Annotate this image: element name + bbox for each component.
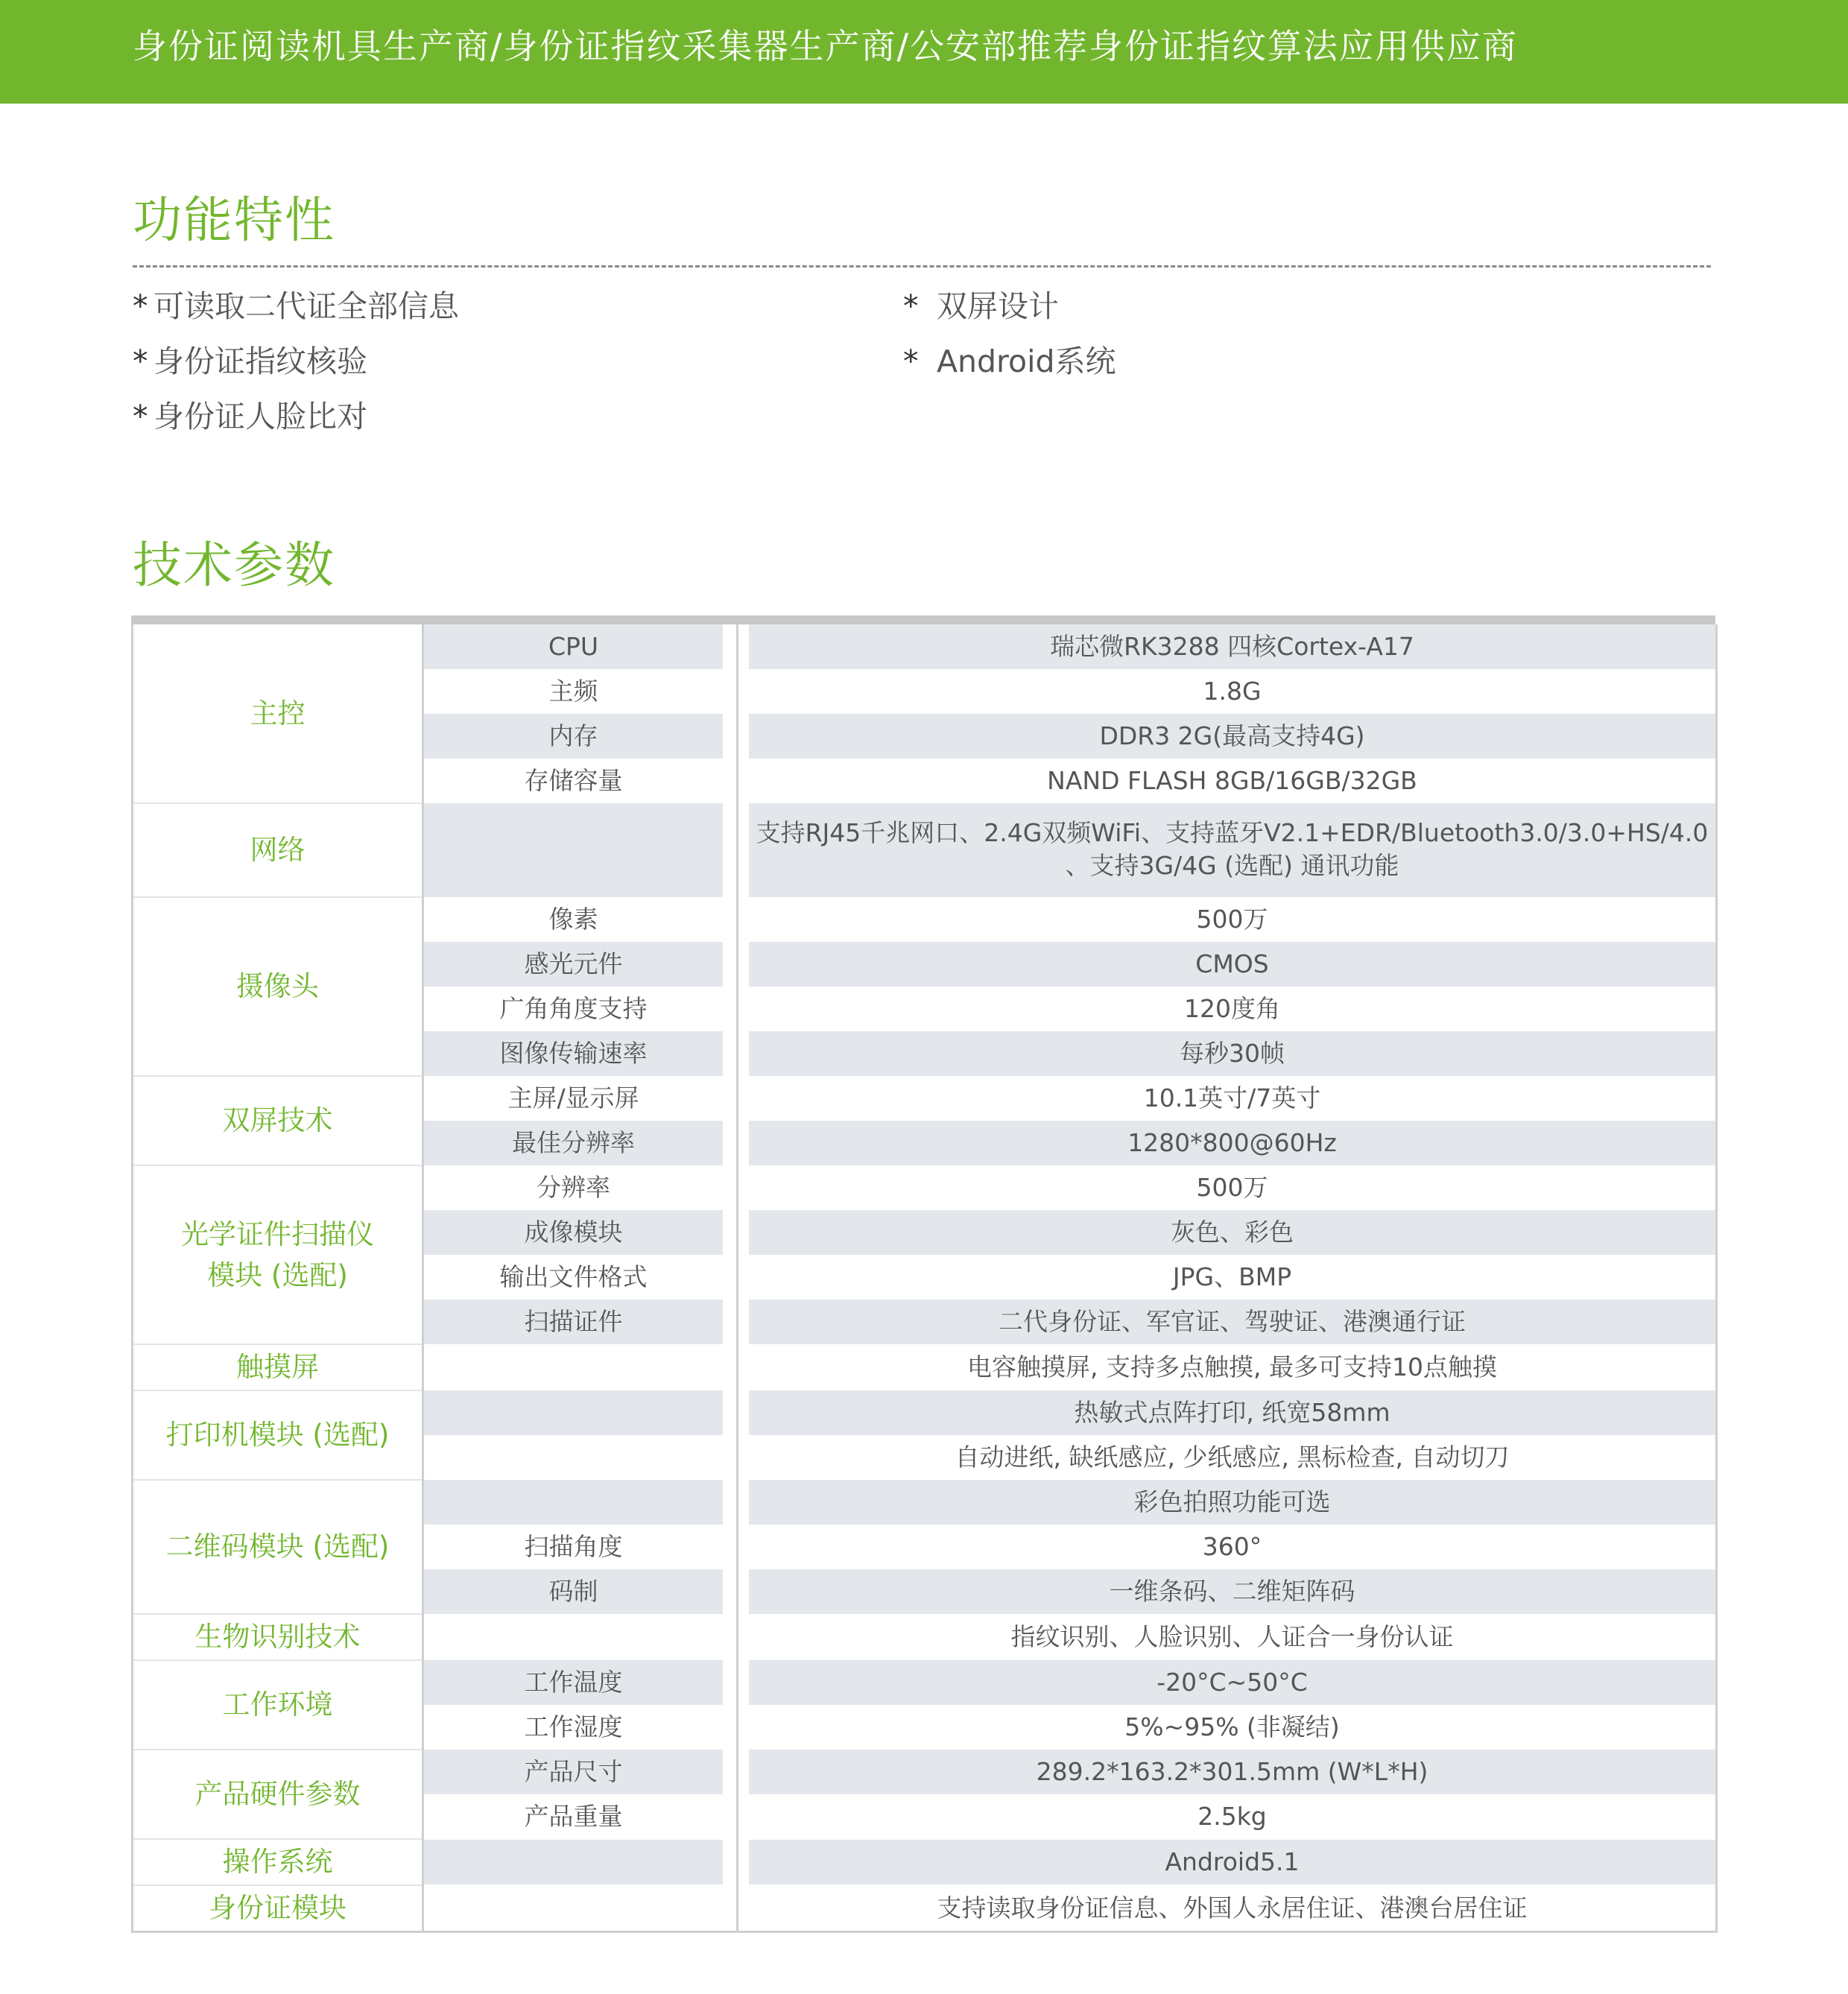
- spec-value: 支持读取身份证信息、外国人永居住证、港澳台居住证: [937, 1893, 1528, 1922]
- spec-value-cell: [738, 759, 1717, 803]
- spec-category: 双屏技术: [133, 1076, 423, 1165]
- spec-category: 操作系统: [133, 1839, 423, 1885]
- spec-label: 像素: [548, 905, 598, 934]
- spec-label-cell: [423, 1480, 738, 1525]
- spec-category: 网络: [133, 803, 423, 897]
- spec-value: 每秒30帧: [749, 1031, 1715, 1076]
- spec-value: NAND FLASH 8GB/16GB/32GB: [1047, 766, 1417, 795]
- spec-value-cell: [738, 803, 1717, 897]
- spec-value-cell: [738, 1885, 1717, 1932]
- spec-label: 感光元件: [424, 942, 723, 987]
- spec-label-cell: [423, 1344, 738, 1390]
- spec-value: 360°: [1202, 1532, 1262, 1561]
- spec-label: [424, 1435, 723, 1480]
- spec-value-cell: [738, 1300, 1717, 1344]
- spec-value-cell: [738, 1076, 1717, 1121]
- spec-label-cell: [423, 1121, 738, 1165]
- spec-label-cell: [423, 897, 738, 942]
- spec-value-cell: [738, 1344, 1717, 1390]
- feature-item: [133, 282, 459, 326]
- feature-text: 双屏设计: [937, 288, 1059, 324]
- spec-label-cell: [423, 1750, 738, 1794]
- bullet-star: *: [133, 399, 148, 434]
- dashed-divider: [133, 265, 1711, 268]
- spec-label-cell: [423, 1614, 738, 1660]
- spec-label-cell: [423, 1885, 738, 1932]
- table-row: [133, 1660, 1717, 1705]
- spec-label: 内存: [424, 714, 723, 759]
- spec-category: 触摸屏: [133, 1344, 423, 1390]
- banner-text: 身份证阅读机具生产商/身份证指纹采集器生产商/公安部推荐身份证指纹算法应用供应商: [133, 26, 1518, 66]
- spec-value: 自动进纸, 缺纸感应, 少纸感应, 黑标检查, 自动切刀: [955, 1443, 1510, 1472]
- spec-value-cell: [738, 1614, 1717, 1660]
- spec-value-cell: [738, 1031, 1717, 1076]
- spec-label: 最佳分辨率: [424, 1121, 723, 1165]
- feature-item: [903, 282, 1059, 326]
- spec-value-cell: [738, 1525, 1717, 1569]
- feature-item: [133, 392, 367, 436]
- spec-label: [424, 1615, 723, 1659]
- spec-value-cell: [738, 1165, 1717, 1210]
- spec-value-cell: [738, 669, 1717, 714]
- spec-label-cell: [423, 1435, 738, 1480]
- spec-label-cell: [423, 714, 738, 759]
- spec-label: [424, 1345, 723, 1390]
- spec-label: [424, 1840, 723, 1884]
- spec-label: 主频: [548, 677, 598, 706]
- bullet-star: *: [903, 288, 919, 324]
- table-row: [133, 1165, 1717, 1210]
- spec-label-cell: [423, 1300, 738, 1344]
- spec-label-cell: [423, 624, 738, 669]
- spec-label: 码制: [424, 1569, 723, 1614]
- spec-value-cell: [738, 1794, 1717, 1839]
- spec-value: 热敏式点阵打印, 纸宽58mm: [749, 1390, 1715, 1435]
- spec-value-cell: [738, 1569, 1717, 1614]
- table-row: [133, 1390, 1717, 1435]
- spec-category: 光学证件扫描仪模块 (选配): [133, 1165, 423, 1344]
- spec-label-cell: [423, 1390, 738, 1435]
- spec-value: 瑞芯微RK3288 四核Cortex-A17: [749, 624, 1715, 669]
- spec-value: 彩色拍照功能可选: [749, 1480, 1715, 1525]
- spec-label-cell: [423, 1255, 738, 1300]
- spec-label: [424, 803, 723, 897]
- spec-value-cell: [738, 1660, 1717, 1705]
- spec-label: 主屏/显示屏: [507, 1083, 639, 1112]
- spec-category: 二维码模块 (选配): [133, 1480, 423, 1614]
- specs-title: 技术参数: [133, 537, 335, 594]
- table-row: [133, 1614, 1717, 1660]
- spec-value-cell: [738, 714, 1717, 759]
- spec-value: 500万: [1196, 1173, 1268, 1202]
- spec-label: 工作湿度: [524, 1712, 623, 1741]
- spec-value: 电容触摸屏, 支持多点触摸, 最多可支持10点触摸: [967, 1352, 1497, 1381]
- spec-label: 输出文件格式: [499, 1262, 648, 1291]
- spec-label-cell: [423, 1569, 738, 1614]
- spec-value: Android5.1: [749, 1840, 1715, 1884]
- feature-text: 可读取二代证全部信息: [154, 288, 459, 324]
- spec-value: 灰色、彩色: [749, 1210, 1715, 1255]
- table-row: [133, 624, 1717, 669]
- table-row: [133, 1750, 1717, 1794]
- spec-label-cell: [423, 803, 738, 897]
- spec-label: 图像传输速率: [424, 1031, 723, 1076]
- feature-item: [133, 337, 367, 381]
- spec-label-cell: [423, 1794, 738, 1839]
- spec-category: 生物识别技术: [133, 1614, 423, 1660]
- spec-label: 存储容量: [524, 766, 623, 795]
- spec-value: DDR3 2G(最高支持4G): [749, 714, 1715, 759]
- table-row: [133, 1839, 1717, 1885]
- spec-label-cell: [423, 942, 738, 987]
- table-row: [133, 803, 1717, 897]
- spec-label: 产品重量: [524, 1802, 623, 1831]
- feature-item: [903, 337, 1116, 381]
- spec-category: 摄像头: [133, 897, 423, 1076]
- spec-value-cell: [738, 987, 1717, 1031]
- spec-value: 一维条码、二维矩阵码: [749, 1569, 1715, 1614]
- spec-value: 10.1英寸/7英寸: [1143, 1083, 1321, 1112]
- spec-value: JPG、BMP: [1172, 1262, 1292, 1291]
- spec-label-cell: [423, 1525, 738, 1569]
- specs-table-body: [133, 624, 1717, 1932]
- spec-label: [424, 1480, 723, 1525]
- spec-category: 主控: [133, 624, 423, 803]
- spec-value: 二代身份证、军官证、驾驶证、港澳通行证: [749, 1300, 1715, 1344]
- spec-label-cell: [423, 1660, 738, 1705]
- spec-value: -20°C~50°C: [749, 1660, 1715, 1705]
- spec-value: 5%~95% (非凝结): [1124, 1712, 1340, 1741]
- table-top-bar: [131, 615, 1715, 624]
- table-row: [133, 1076, 1717, 1121]
- spec-category: 身份证模块: [133, 1885, 423, 1932]
- spec-value-cell: [738, 1839, 1717, 1885]
- spec-label: CPU: [424, 624, 723, 669]
- spec-value-cell: [738, 624, 1717, 669]
- spec-value-cell: [738, 1435, 1717, 1480]
- spec-value: 2.5kg: [1197, 1802, 1267, 1831]
- spec-label-cell: [423, 759, 738, 803]
- spec-label: 成像模块: [424, 1210, 723, 1255]
- spec-value: 支持RJ45千兆网口、2.4G双频WiFi、支持蓝牙V2.1+EDR/Bluetooth3.0/3.0+HS/4.0 、支持3G/4G (选配) 通讯功能: [749, 803, 1715, 897]
- specs-table: [131, 624, 1718, 1933]
- spec-label: 广角角度支持: [499, 994, 648, 1023]
- bullet-star: *: [133, 288, 148, 324]
- top-banner: [0, 0, 1848, 104]
- spec-value-cell: [738, 942, 1717, 987]
- spec-label-cell: [423, 987, 738, 1031]
- bullet-star: *: [133, 344, 148, 379]
- table-row: [133, 897, 1717, 942]
- spec-label: 分辨率: [537, 1173, 610, 1202]
- feature-text: Android系统: [937, 344, 1116, 379]
- spec-value: 500万: [1196, 905, 1268, 934]
- spec-label-cell: [423, 1705, 738, 1750]
- spec-label-cell: [423, 1210, 738, 1255]
- spec-label: 扫描证件: [424, 1300, 723, 1344]
- spec-label-cell: [423, 1031, 738, 1076]
- table-row: [133, 1885, 1717, 1932]
- spec-category: 打印机模块 (选配): [133, 1390, 423, 1480]
- specs-table-wrapper: [131, 615, 1715, 1933]
- spec-label-cell: [423, 1165, 738, 1210]
- feature-text: 身份证人脸比对: [154, 399, 367, 434]
- spec-label: 工作温度: [424, 1660, 723, 1705]
- features-title: 功能特性: [133, 192, 335, 249]
- spec-value-cell: [738, 1121, 1717, 1165]
- spec-value: 1.8G: [1203, 677, 1262, 706]
- spec-value: 1280*800@60Hz: [749, 1121, 1715, 1165]
- spec-label: [424, 1886, 723, 1931]
- spec-value: 289.2*163.2*301.5mm (W*L*H): [749, 1750, 1715, 1794]
- spec-value-cell: [738, 1390, 1717, 1435]
- spec-value-cell: [738, 1480, 1717, 1525]
- spec-value-cell: [738, 1255, 1717, 1300]
- spec-category: 产品硬件参数: [133, 1750, 423, 1839]
- spec-value-cell: [738, 1210, 1717, 1255]
- spec-label-cell: [423, 669, 738, 714]
- spec-value-cell: [738, 1705, 1717, 1750]
- spec-label: 扫描角度: [524, 1532, 623, 1561]
- feature-text: 身份证指纹核验: [154, 344, 367, 379]
- spec-value: 120度角: [1184, 994, 1280, 1023]
- table-row: [133, 1480, 1717, 1525]
- spec-value: 指纹识别、人脸识别、人证合一身份认证: [1010, 1622, 1454, 1651]
- spec-label: [424, 1390, 723, 1435]
- spec-label-cell: [423, 1076, 738, 1121]
- spec-value-cell: [738, 897, 1717, 942]
- spec-label: 产品尺寸: [424, 1750, 723, 1794]
- bullet-star: *: [903, 344, 919, 379]
- spec-label-cell: [423, 1839, 738, 1885]
- spec-value: CMOS: [749, 942, 1715, 987]
- table-row: [133, 1344, 1717, 1390]
- spec-category: 工作环境: [133, 1660, 423, 1750]
- spec-value-cell: [738, 1750, 1717, 1794]
